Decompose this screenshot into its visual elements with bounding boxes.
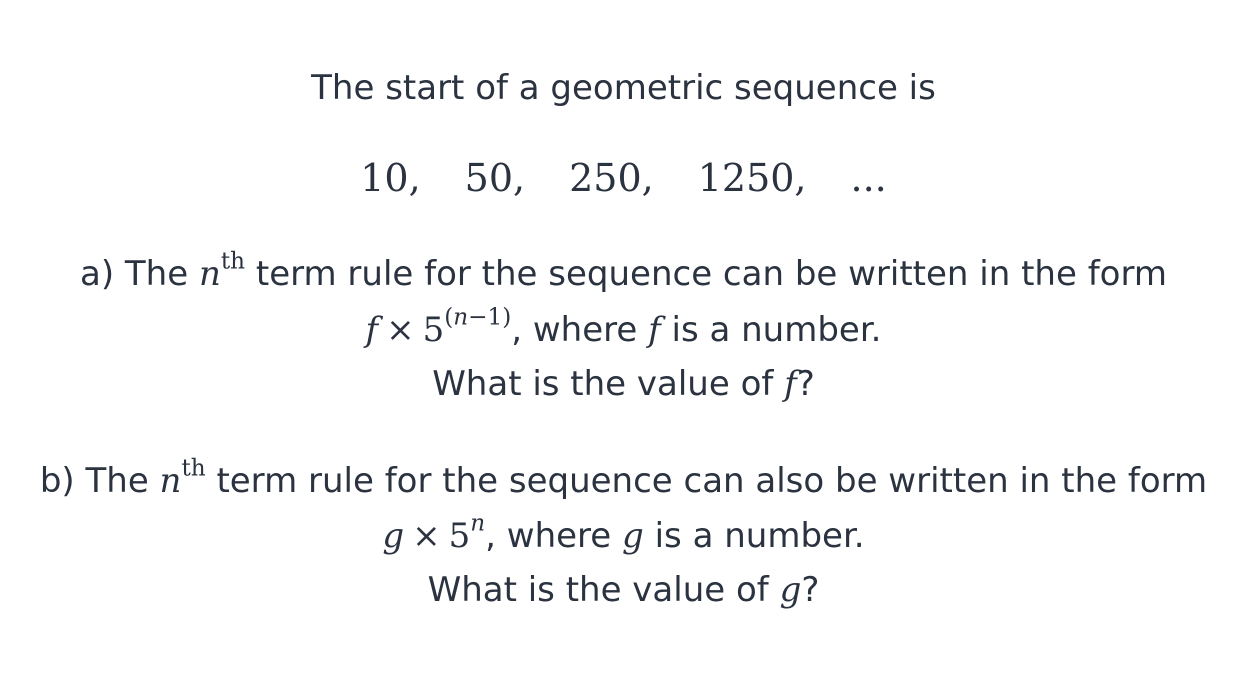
part-a-th-superscript: th	[220, 248, 246, 275]
part-b-question-g: g	[779, 570, 802, 610]
part-b-th-superscript: th	[181, 455, 206, 482]
part-a-label: a) The	[80, 254, 189, 294]
sequence-term-1: 10,	[360, 156, 421, 200]
sequence	[0, 158, 1247, 198]
part-b-question-mark: ?	[801, 570, 820, 610]
part-b-exponent-n: n	[470, 510, 486, 537]
part-b-line-2-end: is a number.	[654, 516, 865, 556]
part-b-question	[0, 570, 1247, 610]
part-b-question-text: What is the value of	[427, 570, 769, 610]
part-b-where-text: , where	[485, 516, 612, 556]
part-a-f-variable: f	[365, 310, 379, 350]
part-b-g-variable-2: g	[622, 516, 644, 556]
part-b-line-2	[0, 510, 1247, 556]
part-a-exponent-n: n	[453, 304, 469, 331]
sequence-term-4: 1250,	[697, 156, 807, 200]
part-a-exponent	[444, 304, 511, 330]
sequence-term-3: 250,	[569, 156, 654, 200]
part-a-where-text: , where	[511, 310, 638, 350]
part-a-line-1-text: term rule for the sequence can be written in the form	[255, 254, 1167, 294]
part-a-exponent-open: (	[444, 304, 454, 331]
part-a-line-2	[0, 304, 1247, 350]
part-a-question	[0, 364, 1247, 404]
intro-label: The start of a geometric sequence is	[311, 68, 936, 108]
part-a-question-f: f	[784, 364, 797, 404]
part-b-line-1-text: term rule for the sequence can also be written in the form	[216, 461, 1208, 501]
sequence-term-2: 50,	[464, 156, 526, 200]
part-b-g-variable: g	[382, 516, 405, 556]
part-a-question-text: What is the value of	[432, 364, 774, 404]
part-a-n-variable: n	[198, 254, 221, 294]
part-b-label: b) The	[39, 461, 149, 501]
part-b-base: 5	[448, 516, 471, 556]
part-a-question-mark: ?	[796, 364, 815, 404]
part-b-exponent	[470, 510, 485, 536]
part-a-f-variable-2: f	[648, 310, 661, 350]
intro-text	[0, 68, 1247, 108]
part-b-line-1	[0, 455, 1247, 501]
part-a-line-2-end: is a number.	[671, 310, 882, 350]
part-a-line-1	[0, 248, 1247, 294]
part-a-exponent-rest: −1)	[468, 304, 512, 331]
part-a-base: 5	[422, 310, 445, 350]
part-a-times-symbol: ×	[386, 310, 415, 350]
sequence-ellipsis: ...	[850, 156, 887, 200]
part-b-n-variable: n	[159, 461, 182, 501]
part-b-times-symbol: ×	[412, 516, 441, 556]
